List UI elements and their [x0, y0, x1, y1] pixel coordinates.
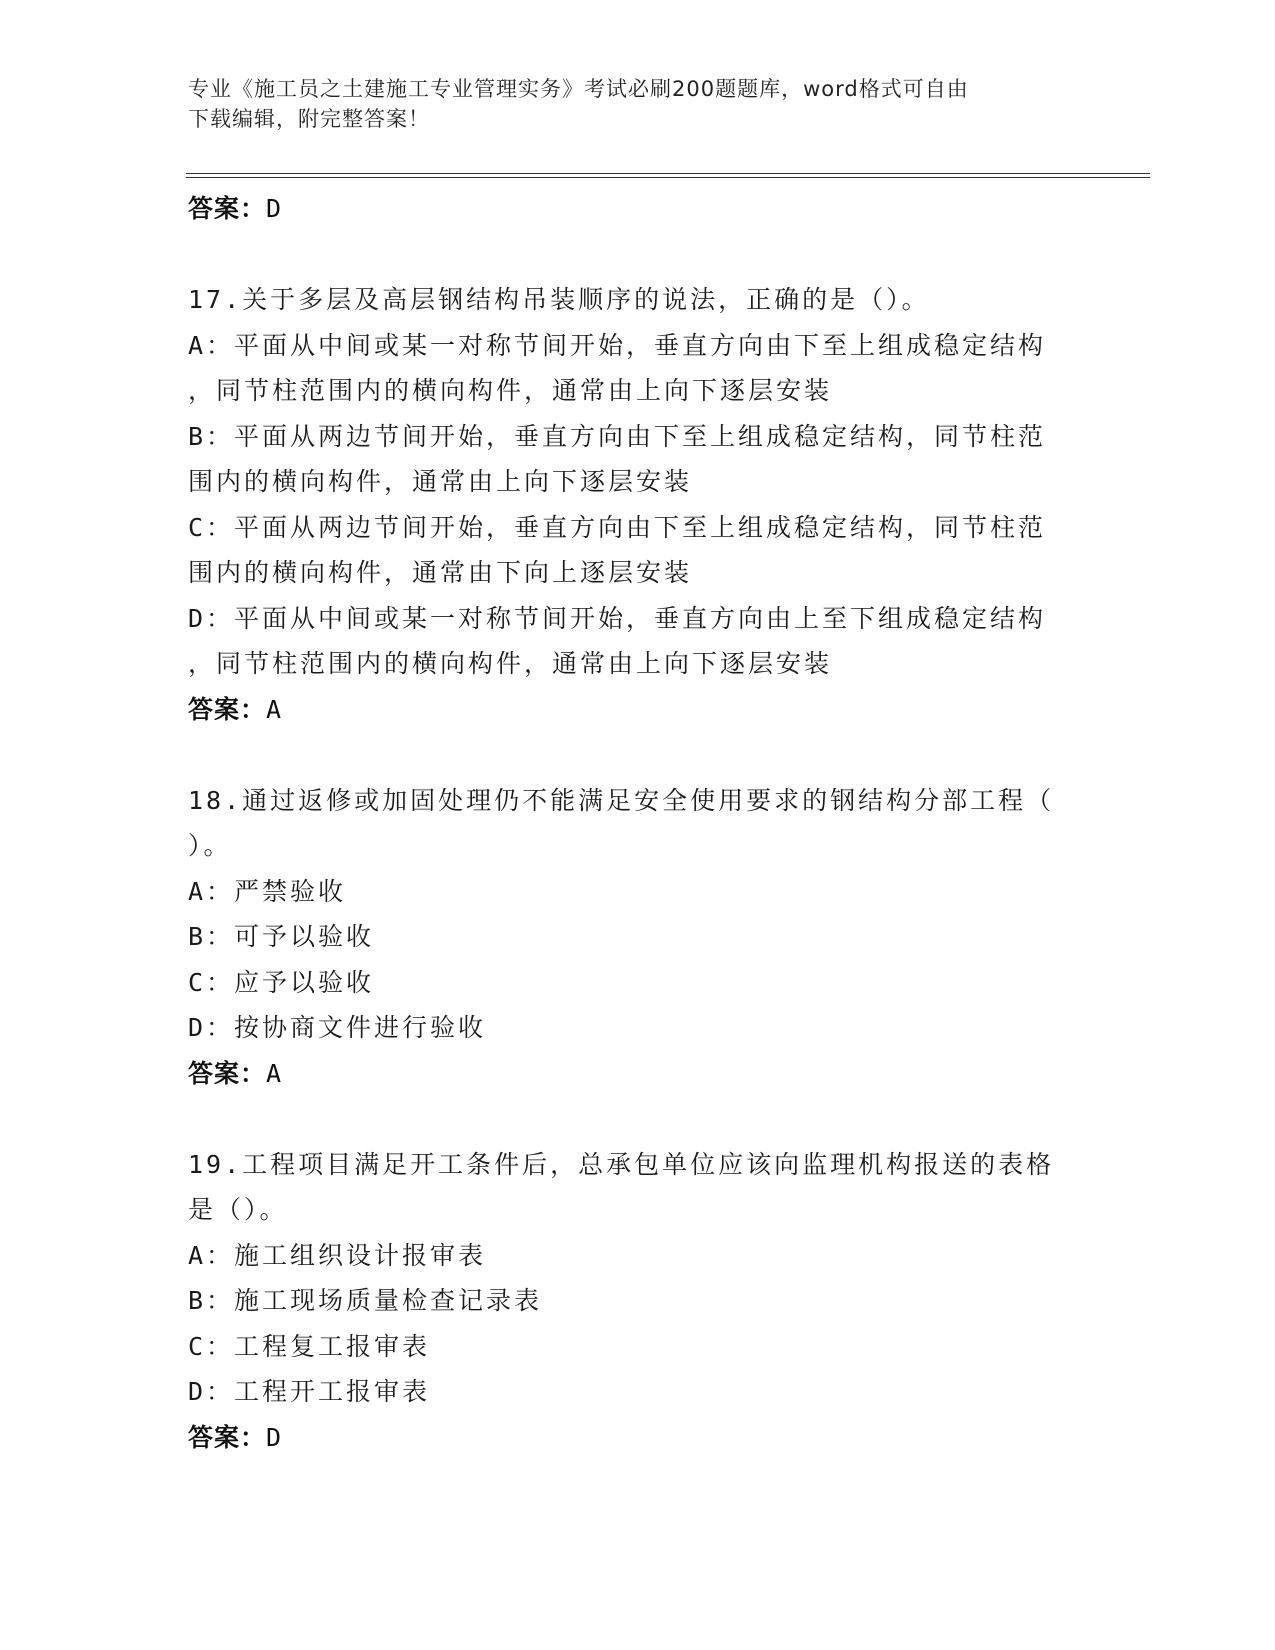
option-a: A：严禁验收	[188, 876, 347, 906]
option-line: D：平面从中间或某一对称节间开始，垂直方向由上至下组成稳定结构	[188, 603, 1047, 633]
spacer	[188, 232, 1088, 278]
spacer	[188, 1096, 1088, 1142]
option-line: C：平面从两边节间开始，垂直方向由下至上组成稳定结构，同节柱范	[188, 512, 1047, 542]
option-b	[188, 414, 1088, 505]
question-stem: 18.通过返修或加固处理仍不能满足安全使用要求的钢结构分部工程（	[188, 785, 1055, 815]
document-body	[188, 186, 1088, 1460]
answer-value: D	[266, 194, 283, 223]
option-line: 围内的横向构件，通常由上向下逐层安装	[188, 467, 693, 496]
option-d	[188, 596, 1088, 687]
question-19	[188, 1142, 1088, 1461]
option-b: B：施工现场质量检查记录表	[188, 1286, 543, 1315]
header-line-1: 专业《施工员之土建施工专业管理实务》考试必刷200题题库，word格式可自由	[188, 77, 969, 101]
answer-value: A	[266, 1058, 283, 1088]
answer-label: 答案：	[188, 694, 267, 724]
option-line: ，同节柱范围内的横向构件，通常由上向下逐层安装	[188, 649, 833, 678]
answer-value: A	[266, 694, 283, 724]
option-c: C：应予以验收	[188, 967, 375, 997]
question-stem: 17.关于多层及高层钢结构吊装顺序的说法，正确的是（）。	[188, 285, 930, 314]
option-a: A：施工组织设计报审表	[188, 1240, 487, 1270]
option-b: B：可予以验收	[188, 922, 375, 951]
question-stem: 是（）。	[188, 1195, 288, 1224]
option-d: D：工程开工报审表	[188, 1377, 431, 1406]
answer-line	[188, 1051, 1088, 1097]
option-d: D：按协商文件进行验收	[188, 1013, 487, 1042]
question-17	[188, 277, 1088, 732]
option-line: 围内的横向构件，通常由下向上逐层安装	[188, 558, 693, 587]
option-c	[188, 505, 1088, 596]
option-line: ，同节柱范围内的横向构件，通常由上向下逐层安装	[188, 376, 833, 405]
question-stem: ）。	[188, 831, 232, 860]
answer-label: 答案：	[188, 1058, 267, 1088]
answer-value: D	[266, 1422, 283, 1452]
document-header	[188, 74, 1068, 134]
spacer	[188, 732, 1088, 778]
header-rule-bottom	[186, 177, 1150, 178]
question-stem: 19.工程项目满足开工条件后，总承包单位应该向监理机构报送的表格	[188, 1149, 1055, 1179]
header-line-2: 下载编辑，附完整答案！	[188, 107, 430, 131]
answer-line	[188, 1415, 1088, 1461]
answer-label: 答案：	[188, 194, 267, 223]
option-line: A：平面从中间或某一对称节间开始，垂直方向由下至上组成稳定结构	[188, 330, 1047, 360]
question-18	[188, 778, 1088, 1097]
option-line: B：平面从两边节间开始，垂直方向由下至上组成稳定结构，同节柱范	[188, 421, 1047, 451]
option-c: C：工程复工报审表	[188, 1331, 431, 1361]
answer-line	[188, 687, 1088, 733]
answer-label: 答案：	[188, 1422, 267, 1452]
option-a	[188, 323, 1088, 414]
header-rule-top	[186, 173, 1150, 174]
answer-line	[188, 186, 1088, 232]
